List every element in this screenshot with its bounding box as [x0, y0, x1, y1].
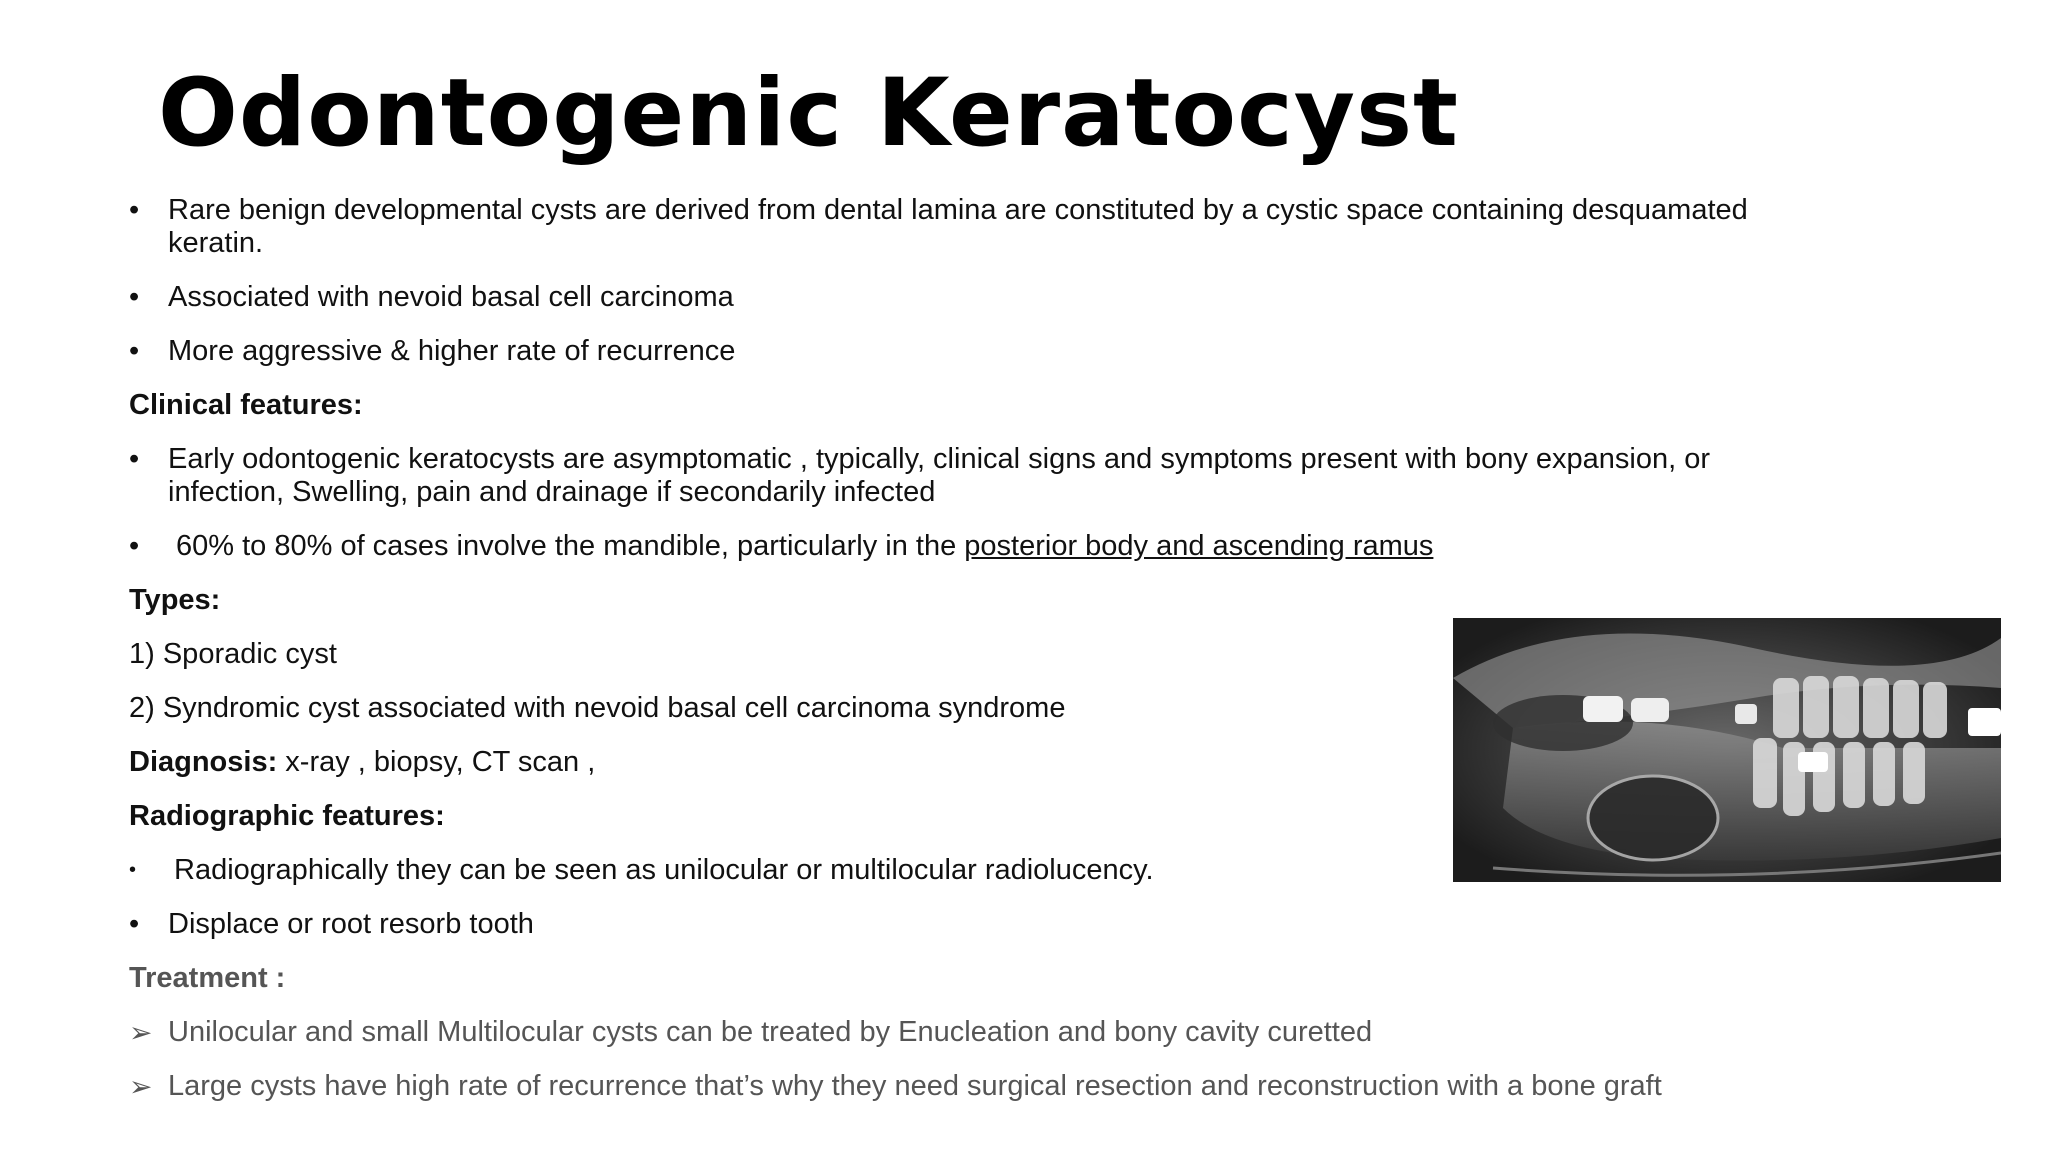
- intro-bullet-1-line-2: keratin.: [168, 227, 264, 259]
- clinical-bullet-1-line-1: Early odontogenic keratocysts are asymptomatic , typically, clinical signs and symptoms present with bony expansion, or: [168, 443, 1710, 475]
- clinical-heading: Clinical features:: [129, 389, 363, 421]
- intro-bullet-1-line-1: Rare benign developmental cysts are derived from dental lamina are constituted by a cystic space containing desquamated: [168, 194, 1748, 226]
- bullet-glyph: •: [129, 908, 140, 940]
- clinical-bullet-2-text: 60% to 80% of cases involve the mandible, particularly in the: [176, 530, 965, 562]
- intro-bullet-2: Associated with nevoid basal cell carcinoma: [168, 281, 734, 313]
- radiographic-bullet-1: Radiographically they can be seen as unilocular or multilocular radiolucency.: [174, 854, 1154, 886]
- types-item-2: 2) Syndromic cyst associated with nevoid basal cell carcinoma syndrome: [129, 692, 1066, 724]
- arrow-bullet-icon: ➢: [129, 1017, 153, 1048]
- bullet-glyph: •: [129, 530, 140, 562]
- clinical-bullet-1-line-2: infection, Swelling, pain and drainage if secondarily infected: [168, 476, 936, 508]
- diagnosis-label: Diagnosis:: [129, 746, 278, 778]
- bullet-glyph: •: [129, 859, 137, 881]
- bullet-glyph: •: [129, 443, 140, 475]
- radiographic-bullet-2: Displace or root resorb tooth: [168, 908, 534, 940]
- xray-drawing: [1453, 618, 2001, 882]
- diagnosis-line: [129, 746, 595, 779]
- bullet-glyph: •: [129, 194, 140, 226]
- intro-bullet-3: More aggressive & higher rate of recurrence: [168, 335, 736, 367]
- arrow-bullet-icon: ➢: [129, 1071, 153, 1102]
- types-item-1: 1) Sporadic cyst: [129, 638, 337, 670]
- panoramic-xray-image: [1453, 618, 2001, 882]
- radiographic-heading: Radiographic features:: [129, 800, 445, 832]
- treatment-item-1: Unilocular and small Multilocular cysts can be treated by Enucleation and bony cavity curetted: [168, 1016, 1373, 1048]
- treatment-heading: Treatment :: [129, 962, 286, 994]
- bullet-glyph: •: [129, 335, 140, 367]
- types-heading: Types:: [129, 584, 221, 616]
- clinical-bullet-2-underlined: posterior body and ascending ramus: [964, 530, 1434, 562]
- slide-title: Odontogenic Keratocyst: [158, 59, 1459, 168]
- diagnosis-text: x-ray , biopsy, CT scan ,: [277, 746, 596, 778]
- clinical-bullet-2: [176, 530, 1433, 563]
- treatment-item-2: Large cysts have high rate of recurrence that’s why they need surgical resection and reconstruction with a bone graft: [168, 1070, 1662, 1102]
- bullet-glyph: •: [129, 281, 140, 313]
